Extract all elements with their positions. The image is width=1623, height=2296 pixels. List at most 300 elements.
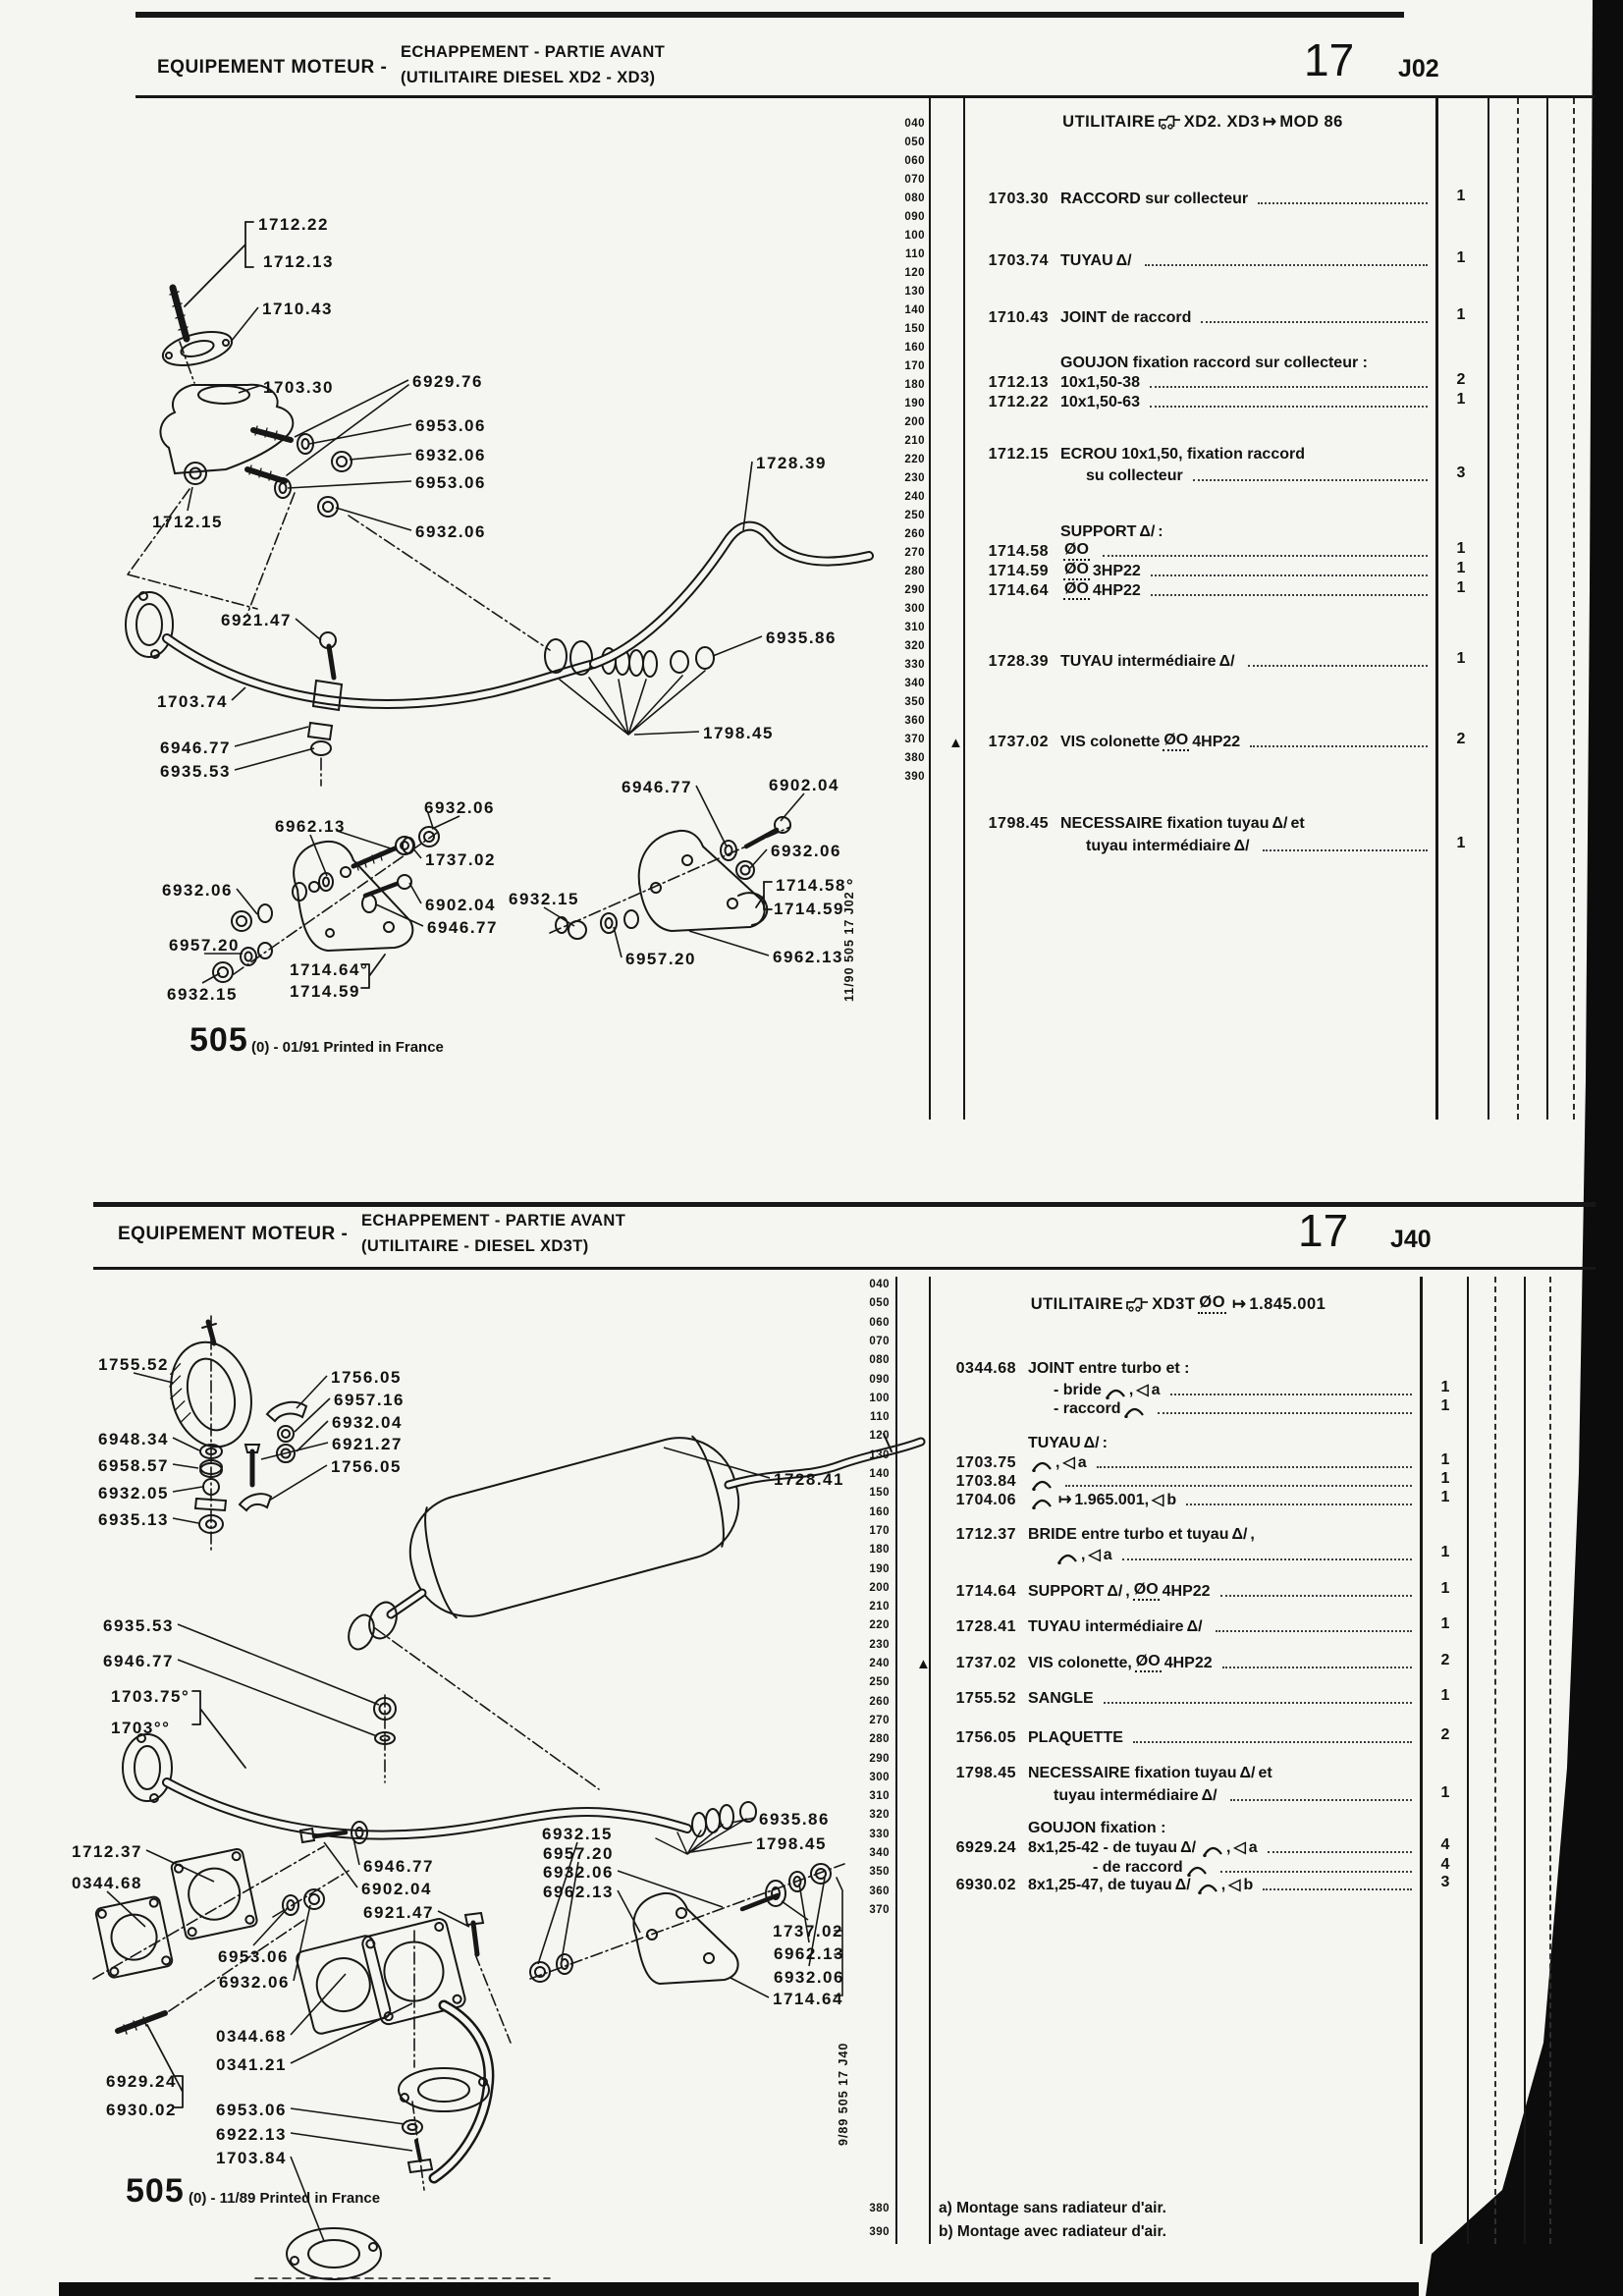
dotted-leader: [1103, 555, 1428, 557]
parts-row: [938, 1726, 1414, 1747]
parts-row: [938, 1580, 1414, 1601]
page-title-line1-j02: ECHAPPEMENT - PARTIE AVANT: [401, 43, 666, 61]
delta-slash-icon: Δ/: [1218, 653, 1235, 670]
margin-tick: 280: [869, 1733, 890, 1746]
parts-row: [970, 835, 1430, 855]
part-description: BRIDE entre turbo et tuyau Δ/ ,: [1028, 1526, 1255, 1543]
margin-tick: 160: [904, 342, 925, 354]
quantity: 1: [1440, 1379, 1450, 1395]
part-description: VIS colonette ØO 4HP22: [1060, 732, 1241, 750]
margin-tick: 320: [869, 1809, 890, 1822]
quantity: 1: [1440, 1580, 1450, 1597]
dotted-leader: [1222, 1667, 1412, 1668]
diagram-part-label: 1755.52: [98, 1355, 169, 1374]
diagram-part-label: 1798.45: [756, 1834, 827, 1853]
margin-tick: 330: [869, 1828, 890, 1840]
part-number: 6929.24: [955, 1839, 1016, 1856]
margin-tick: 350: [869, 1866, 890, 1879]
print-ref-j40: 505: [126, 2172, 185, 2210]
table-section-header: UTILITAIRE XD3T ØO ↦ 1.845.001: [1030, 1293, 1326, 1313]
margin-tick: 060: [904, 155, 925, 167]
page-title-line2-j02: (UTILITAIRE DIESEL XD2 - XD3): [401, 69, 656, 86]
diagram-part-label: 1703°°: [111, 1719, 171, 1737]
part-number: 1755.52: [955, 1690, 1016, 1707]
diagram-part-label: 1712.22: [258, 215, 329, 234]
delta-slash-icon: Δ/: [1083, 1435, 1100, 1451]
note-pointer-icon: ◁: [1088, 1547, 1101, 1563]
margin-tick: 240: [904, 491, 925, 503]
part-number: 1714.64: [988, 582, 1049, 599]
margin-tick: 190: [904, 398, 925, 410]
margin-tick: 130: [869, 1449, 890, 1461]
margin-tick: 160: [869, 1505, 890, 1518]
diagram-part-label: 6935.53: [160, 762, 231, 781]
diagram-part-label: 1710.43: [262, 300, 333, 318]
margin-tick: 250: [904, 510, 925, 521]
diagram-part-label: 0341.21: [216, 2055, 287, 2074]
parts-group-header: [970, 520, 1430, 541]
delta-slash-icon: Δ/: [1186, 1618, 1203, 1635]
dotted-leader: [1268, 1851, 1412, 1853]
delta-slash-icon: Δ/: [1201, 1787, 1217, 1804]
dotted-leader: [1158, 1412, 1412, 1414]
margin-tick: 340: [904, 678, 925, 689]
dotted-leader: [1151, 594, 1428, 596]
section-label-j40: EQUIPEMENT MOTEUR -: [118, 1224, 349, 1244]
part-description: [1060, 542, 1093, 561]
part-description: - bride , ◁ a: [1054, 1382, 1161, 1398]
margin-tick: 270: [904, 547, 925, 559]
part-description: tuyau intermédiaire Δ/: [1054, 1787, 1217, 1804]
parts-row: [938, 1615, 1414, 1636]
margin-tick: 380: [904, 752, 925, 764]
dotted-leader: [1201, 321, 1428, 323]
part-number: 1703.74: [988, 252, 1049, 269]
margin-tick: 310: [904, 622, 925, 633]
dotted-leader: [1220, 1871, 1412, 1873]
margin-tick: 290: [869, 1752, 890, 1765]
diagram-j40: [89, 1316, 921, 2279]
footnote: a) Montage sans radiateur d'air.: [939, 2200, 1166, 2216]
parts-row: [938, 1357, 1414, 1378]
diagram-part-label: 6929.76: [412, 372, 483, 391]
margin-tick: 300: [869, 1771, 890, 1783]
parts-row: [938, 1451, 1414, 1472]
diagram-part-label: 1703.30: [263, 378, 334, 397]
diagram-part-label: 6902.04: [769, 776, 839, 794]
quantity: 1: [1440, 1470, 1450, 1487]
dotted-leader: [1065, 1485, 1412, 1487]
diagram-part-label: 6953.06: [415, 416, 486, 435]
gearbox-icon: ØO: [1063, 542, 1090, 561]
dotted-leader: [1097, 1466, 1412, 1468]
dotted-leader: [1263, 849, 1428, 851]
diagram-part-label: 6962.13: [275, 817, 346, 836]
diagram-part-label: 6921.27: [332, 1435, 403, 1453]
part-description: - de raccord: [1093, 1859, 1211, 1877]
parts-row: [970, 579, 1430, 600]
dotted-leader: [1104, 1702, 1412, 1704]
parts-row: [970, 391, 1430, 411]
delta-slash-icon: Δ/: [1271, 815, 1288, 832]
quantity: 1: [1456, 579, 1466, 596]
delta-slash-icon: Δ/: [1239, 1765, 1256, 1781]
diagram-part-label: 6957.20: [625, 950, 696, 968]
diagram-part-label: 6935.13: [98, 1510, 169, 1529]
part-number: 1712.13: [988, 374, 1049, 391]
margin-tick: 180: [904, 379, 925, 391]
diagram-part-label: 1703.75°: [111, 1687, 190, 1706]
quantity: 1: [1456, 391, 1466, 408]
dotted-leader: [1150, 406, 1428, 408]
part-number: 1712.15: [988, 446, 1049, 463]
gearbox-icon: ØO: [1063, 581, 1090, 600]
margin-tick: 260: [904, 528, 925, 540]
dotted-leader: [1193, 479, 1428, 481]
margin-tick: 080: [904, 192, 925, 204]
margin-tick: 360: [904, 715, 925, 727]
diagram-part-label: 6902.04: [361, 1880, 432, 1898]
diagram-part-label: 1728.41: [774, 1470, 844, 1489]
margin-tick: 190: [869, 1562, 890, 1575]
gearbox-icon: ØO: [1133, 1582, 1160, 1601]
diagram-part-label: 6932.06: [415, 446, 486, 465]
margin-tick: 180: [869, 1544, 890, 1557]
range-arrow-icon: ↦: [1263, 113, 1277, 131]
part-number: 1710.43: [988, 309, 1049, 326]
gearbox-icon: ØO: [1163, 733, 1189, 751]
quantity: 1: [1440, 1544, 1450, 1560]
range-arrow-icon: ↦: [1232, 1295, 1247, 1313]
part-description: GOUJON fixation raccord sur collecteur :: [1060, 355, 1368, 371]
parts-row: [948, 731, 1430, 751]
part-description: ECROU 10x1,50, fixation raccord: [1060, 446, 1305, 463]
margin-tick: 270: [869, 1714, 890, 1726]
gearbox-icon: ØO: [1135, 1654, 1162, 1672]
diagram-part-label: 6948.34: [98, 1430, 169, 1449]
part-number: 1798.45: [988, 815, 1049, 832]
part-description: RACCORD sur collecteur: [1060, 191, 1249, 207]
part-description: SANGLE: [1028, 1690, 1094, 1707]
quantity: 4: [1440, 1836, 1450, 1853]
margin-tick: 260: [869, 1695, 890, 1708]
margin-tick: 370: [904, 734, 925, 745]
note-pointer-icon: ◁: [1152, 1492, 1164, 1508]
diagram-part-label: 1712.15: [152, 513, 223, 531]
margin-tick: 350: [904, 696, 925, 708]
parts-row: [938, 1687, 1414, 1708]
parts-row: [938, 1397, 1414, 1418]
part-description: VIS colonette, ØO 4HP22: [1028, 1653, 1213, 1671]
utility-vehicle-icon: [1126, 1297, 1149, 1312]
margin-tick: 310: [869, 1790, 890, 1803]
margin-tick: 120: [904, 267, 925, 279]
diagram-part-label: 6946.77: [622, 778, 692, 796]
margin-tick: 140: [869, 1468, 890, 1480]
revision-triangle-icon: ▲: [948, 735, 963, 751]
part-number: 1703.84: [955, 1473, 1016, 1490]
page-code-j02: J02: [1398, 55, 1439, 82]
part-number: 1703.30: [988, 191, 1049, 207]
diagram-part-label: 6962.13: [543, 1883, 614, 1901]
quantity: 2: [1440, 1652, 1450, 1668]
diagram-part-label: 6932.06: [415, 522, 486, 541]
dotted-leader: [1220, 1595, 1412, 1597]
part-description: tuyau intermédiaire Δ/: [1086, 838, 1250, 854]
margin-tick: 370: [869, 1903, 890, 1916]
quantity: 3: [1456, 465, 1466, 481]
note-pointer-icon: ◁: [1228, 1877, 1241, 1893]
diagram-part-label: 6932.06: [774, 1968, 844, 1987]
diagram-part-label: 1703.84: [216, 2149, 287, 2167]
margin-tick: 280: [904, 566, 925, 577]
parts-group-header: [938, 1817, 1414, 1837]
part-number: 1712.22: [988, 394, 1049, 410]
side-note-j40: 9/89 505 17 J40: [837, 2042, 850, 2146]
gearbox-icon: ØO: [1198, 1294, 1226, 1314]
parts-row: [970, 465, 1430, 485]
diagram-part-label: 6962.13: [774, 1944, 844, 1963]
part-description: GOUJON fixation :: [1028, 1820, 1166, 1836]
margin-tick: 130: [904, 286, 925, 298]
margin-tick: 060: [869, 1316, 890, 1329]
diagram-part-label: 1712.37: [72, 1842, 142, 1861]
diagram-part-label: 6953.06: [415, 473, 486, 492]
part-number: 1714.59: [988, 563, 1049, 579]
dotted-leader: [1258, 202, 1428, 204]
diagram-part-label: 6932.06: [771, 842, 841, 860]
margin-tick: 290: [904, 584, 925, 596]
delta-slash-icon: Δ/: [1180, 1839, 1197, 1856]
page-title-line2-j40: (UTILITAIRE - DIESEL XD3T): [361, 1237, 589, 1255]
dotted-leader: [1122, 1558, 1412, 1560]
diagram-part-label: 6958.57: [98, 1456, 169, 1475]
dotted-leader: [1151, 574, 1428, 576]
margin-tick: 120: [869, 1430, 890, 1443]
diagram-part-label: 1712.13: [263, 252, 334, 271]
gearbox-icon: ØO: [1063, 562, 1090, 580]
diagram-part-label: 6962.13: [773, 948, 843, 966]
utility-vehicle-icon: [1159, 115, 1181, 130]
margin-tick: 110: [904, 248, 925, 260]
dotted-leader: [1263, 1888, 1412, 1890]
print-note-j40: (0) - 11/89 Printed in France: [189, 2190, 381, 2207]
margin-tick: 360: [869, 1885, 890, 1897]
margin-tick: 220: [869, 1619, 890, 1632]
part-description: TUYAU Δ/: [1060, 252, 1132, 269]
diagram-part-label: 6929.24: [106, 2072, 177, 2091]
margin-tick: 210: [869, 1601, 890, 1613]
quantity: 2: [1456, 731, 1466, 747]
part-number: 1798.45: [955, 1765, 1016, 1781]
quantity: 1: [1456, 560, 1466, 576]
margin-tick: 040: [904, 118, 925, 130]
parts-row: [970, 188, 1430, 208]
quantity: 1: [1440, 1451, 1450, 1468]
part-description: NECESSAIRE fixation tuyau Δ/ et: [1060, 815, 1305, 832]
dotted-leader: [1216, 1630, 1412, 1632]
part-number: 1703.75: [955, 1454, 1016, 1471]
part-description: - raccord: [1054, 1400, 1148, 1418]
parts-row: [938, 1836, 1414, 1857]
part-description: 10x1,50-63: [1060, 394, 1140, 410]
margin-tick: 150: [869, 1487, 890, 1500]
diagram-part-label: 1737.02: [425, 850, 496, 869]
parts-row: [938, 1784, 1414, 1805]
margin-tick: 100: [869, 1392, 890, 1404]
parts-row: [970, 650, 1430, 671]
delta-slash-icon: Δ/: [1174, 1877, 1191, 1893]
note-pointer-icon: ◁: [1136, 1382, 1149, 1398]
diagram-part-label: 1714.64°: [290, 960, 369, 979]
part-number: 1712.37: [955, 1526, 1016, 1543]
margin-tick: 070: [869, 1335, 890, 1347]
page-number-j40: 17: [1298, 1205, 1349, 1256]
diagram-part-label: 6921.47: [221, 611, 292, 629]
part-description: TUYAU intermédiaire Δ/: [1060, 653, 1235, 670]
quantity: 1: [1440, 1687, 1450, 1704]
parts-row: [970, 560, 1430, 580]
part-description: SUPPORT Δ/ , ØO 4HP22: [1028, 1581, 1211, 1600]
diagram-part-label: 1703.74: [157, 692, 228, 711]
turbo-arc-icon: [1123, 1406, 1145, 1418]
margin-tick: 070: [904, 174, 925, 186]
quantity: 1: [1456, 650, 1466, 667]
quantity: 1: [1456, 306, 1466, 323]
turbo-arc-icon: [1031, 1498, 1053, 1509]
diagram-part-label: 1714.59: [290, 982, 360, 1001]
part-description: SUPPORT Δ/ :: [1060, 523, 1163, 540]
diagram-part-label: 1756.05: [331, 1368, 402, 1387]
delta-slash-icon: Δ/: [1139, 523, 1156, 540]
note-pointer-icon: ◁: [1062, 1454, 1075, 1471]
diagram-part-label: 6921.47: [363, 1903, 434, 1922]
margin-tick: 040: [869, 1279, 890, 1290]
dotted-leader: [1145, 264, 1428, 266]
parts-row: [970, 812, 1430, 833]
margin-tick: 200: [904, 416, 925, 428]
diagram-part-label: 6946.77: [427, 918, 498, 937]
margin-tick: 220: [904, 454, 925, 465]
margin-tick: 390: [904, 771, 925, 783]
quantity: 1: [1456, 188, 1466, 204]
delta-slash-icon: Δ/: [1115, 252, 1132, 269]
margin-tick: 240: [869, 1658, 890, 1669]
diagram-j02: [126, 222, 869, 988]
part-number: 6930.02: [955, 1877, 1016, 1893]
section-label-j02: EQUIPEMENT MOTEUR -: [157, 57, 388, 78]
diagram-part-label: 6946.77: [363, 1857, 434, 1876]
parts-row: [916, 1652, 1414, 1672]
parts-row: [938, 1762, 1414, 1782]
margin-tick: 140: [904, 304, 925, 316]
parts-group-header: [970, 352, 1430, 372]
part-number: 1728.41: [955, 1618, 1016, 1635]
diagram-part-label: 6935.86: [766, 629, 837, 647]
quantity: 1: [1440, 1784, 1450, 1801]
part-description: PLAQUETTE: [1028, 1729, 1123, 1746]
part-description: JOINT entre turbo et :: [1028, 1360, 1190, 1377]
quantity: 3: [1440, 1874, 1450, 1890]
part-number: 1704.06: [955, 1492, 1016, 1508]
parts-row: [938, 1874, 1414, 1894]
part-number: 1756.05: [955, 1729, 1016, 1746]
part-number: 1728.39: [988, 653, 1049, 670]
diagram-part-label: 6932.06: [219, 1973, 290, 1992]
dotted-leader: [1170, 1394, 1412, 1395]
page-title-line1-j40: ECHAPPEMENT - PARTIE AVANT: [361, 1212, 626, 1230]
turbo-arc-icon: [1056, 1553, 1078, 1564]
scan-edge-bottom: [59, 2282, 1419, 2296]
side-note-j02: 11/90 505 17 J02: [842, 891, 856, 1002]
margin-tick: 170: [869, 1524, 890, 1537]
quantity: 1: [1456, 835, 1466, 851]
diagram-part-label: 6953.06: [216, 2101, 287, 2119]
dotted-leader: [1186, 1503, 1412, 1505]
range-arrow-icon: ↦: [1058, 1492, 1072, 1508]
dotted-leader: [1248, 665, 1428, 667]
print-ref-j02: 505: [189, 1021, 248, 1059]
margin-tick: 150: [904, 323, 925, 335]
parts-row: [970, 249, 1430, 270]
margin-tick: 330: [904, 659, 925, 671]
diagram-part-label: 6922.13: [216, 2125, 287, 2144]
quantity: 1: [1456, 249, 1466, 266]
margin-tick: 380: [869, 2203, 890, 2214]
parts-row: [970, 540, 1430, 561]
part-number: 1737.02: [988, 734, 1049, 750]
margin-tick: 080: [869, 1354, 890, 1367]
parts-row: [938, 1489, 1414, 1509]
margin-tick: 100: [904, 230, 925, 242]
margin-tick: 320: [904, 640, 925, 652]
margin-tick: 050: [904, 137, 925, 148]
parts-group-header: [938, 1432, 1414, 1452]
turbo-arc-icon: [1197, 1883, 1218, 1894]
margin-tick: 050: [869, 1297, 890, 1310]
margin-tick: 090: [904, 211, 925, 223]
diagram-part-label: 6935.86: [759, 1810, 830, 1829]
dotted-leader: [1250, 745, 1428, 747]
diagram-part-label: 6946.77: [160, 738, 231, 757]
quantity: 1: [1456, 540, 1466, 557]
quantity: 1: [1440, 1615, 1450, 1632]
margin-tick: 250: [869, 1676, 890, 1689]
part-description: TUYAU Δ/ :: [1028, 1435, 1108, 1451]
diagram-part-label: 1728.39: [756, 454, 827, 472]
header-rule-j02: [135, 95, 1596, 98]
part-number: 1714.64: [955, 1583, 1016, 1600]
parts-row: [938, 1544, 1414, 1564]
part-number: 1714.58: [988, 543, 1049, 560]
dotted-leader: [1230, 1799, 1412, 1801]
diagram-part-label: 6930.02: [106, 2101, 177, 2119]
parts-row: [970, 443, 1430, 464]
part-description: , ◁ a: [1054, 1545, 1112, 1564]
quantity: 2: [1456, 371, 1466, 388]
margin-tick: 090: [869, 1373, 890, 1386]
diagram-part-label: 1756.05: [331, 1457, 402, 1476]
part-description: , ◁ a: [1028, 1452, 1087, 1472]
diagram-part-label: 6957.20: [169, 936, 240, 955]
parts-row: [970, 306, 1430, 327]
delta-slash-icon: Δ/: [1231, 1526, 1248, 1543]
diagram-part-label: 6935.53: [103, 1616, 174, 1635]
parts-row: [938, 1523, 1414, 1544]
margin-tick: 170: [904, 360, 925, 372]
diagram-part-label: 1737.02: [773, 1922, 843, 1941]
diagram-part-label: 1714.59: [774, 900, 844, 918]
